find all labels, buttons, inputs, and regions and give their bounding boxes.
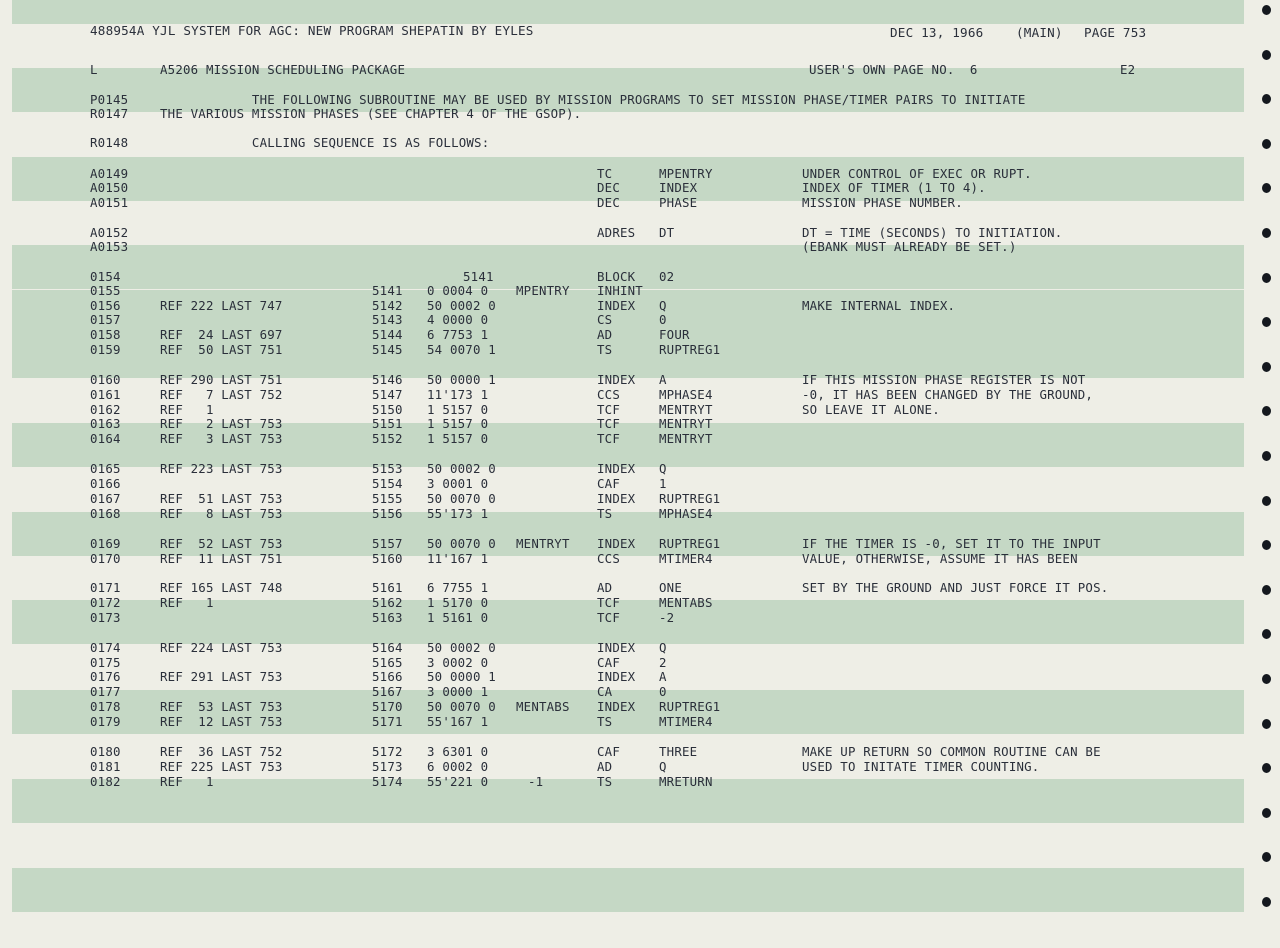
feed-hole bbox=[1262, 540, 1271, 550]
operand: RUPTREG1 bbox=[659, 536, 721, 551]
line-number: A0151 bbox=[90, 195, 129, 210]
line-number: 0165 bbox=[90, 461, 121, 476]
octal-code: 55'173 1 bbox=[427, 506, 489, 521]
ref-column: REF 1 bbox=[160, 595, 214, 610]
opcode: TCF bbox=[597, 416, 620, 431]
opcode: INDEX bbox=[597, 536, 636, 551]
comment: SET BY THE GROUND AND JUST FORCE IT POS. bbox=[802, 580, 1109, 595]
octal-code: 0 0004 0 bbox=[427, 283, 489, 298]
line-number: 0156 bbox=[90, 298, 121, 313]
green-band bbox=[12, 868, 1244, 912]
opcode: TS bbox=[597, 714, 613, 729]
feed-hole bbox=[1262, 629, 1271, 639]
octal-code: 1 5157 0 bbox=[427, 431, 489, 446]
opcode: AD bbox=[597, 759, 613, 774]
feed-hole bbox=[1262, 763, 1271, 773]
address: 5156 bbox=[372, 506, 403, 521]
opcode: ADRES bbox=[597, 225, 636, 240]
feed-hole bbox=[1262, 362, 1271, 372]
intro-line-id: P0145 bbox=[90, 92, 129, 107]
comment: SO LEAVE IT ALONE. bbox=[802, 402, 940, 417]
operand: MPHASE4 bbox=[659, 506, 713, 521]
octal-code: 3 0001 0 bbox=[427, 476, 489, 491]
opcode: CS bbox=[597, 312, 613, 327]
feed-hole bbox=[1262, 139, 1271, 149]
operand: A bbox=[659, 372, 667, 387]
octal-code: 1 5157 0 bbox=[427, 402, 489, 417]
octal-code: 11'173 1 bbox=[427, 387, 489, 402]
opcode: INHINT bbox=[597, 283, 643, 298]
line-number: 0163 bbox=[90, 416, 121, 431]
feed-hole bbox=[1262, 585, 1271, 595]
feed-hole bbox=[1262, 273, 1271, 283]
ref-column: REF 51 LAST 753 bbox=[160, 491, 283, 506]
green-band bbox=[12, 157, 1244, 201]
operand: RUPTREG1 bbox=[659, 699, 721, 714]
opcode: TCF bbox=[597, 431, 620, 446]
feed-hole bbox=[1262, 5, 1271, 15]
line-number: 0169 bbox=[90, 536, 121, 551]
address: 5160 bbox=[372, 551, 403, 566]
line-number: A0152 bbox=[90, 225, 129, 240]
address: 5155 bbox=[372, 491, 403, 506]
operand: 2 bbox=[659, 655, 667, 670]
ref-column: REF 1 bbox=[160, 774, 214, 789]
octal-code: 5141 bbox=[463, 269, 494, 284]
opcode: TCF bbox=[597, 402, 620, 417]
line-number: 0182 bbox=[90, 774, 121, 789]
opcode: AD bbox=[597, 327, 613, 342]
opcode: DEC bbox=[597, 180, 620, 195]
line-number: 0161 bbox=[90, 387, 121, 402]
line-number: 0173 bbox=[90, 610, 121, 625]
opcode: INDEX bbox=[597, 298, 636, 313]
comment: MAKE INTERNAL INDEX. bbox=[802, 298, 956, 313]
user-page-number: USER'S OWN PAGE NO. 6 bbox=[809, 62, 978, 77]
feed-hole bbox=[1262, 852, 1271, 862]
octal-code: 50 0070 0 bbox=[427, 536, 496, 551]
ref-column: REF 36 LAST 752 bbox=[160, 744, 283, 759]
octal-code: 6 0002 0 bbox=[427, 759, 489, 774]
address: 5142 bbox=[372, 298, 403, 313]
operand: THREE bbox=[659, 744, 698, 759]
line-number: 0166 bbox=[90, 476, 121, 491]
operand: 0 bbox=[659, 312, 667, 327]
calling-line-id: R0148 bbox=[90, 135, 129, 150]
comment: VALUE, OTHERWISE, ASSUME IT HAS BEEN bbox=[802, 551, 1078, 566]
opcode: CAF bbox=[597, 476, 620, 491]
address: 5141 bbox=[372, 283, 403, 298]
ref-column: REF 1 bbox=[160, 402, 214, 417]
octal-code: 3 0000 1 bbox=[427, 684, 489, 699]
operand: MPENTRY bbox=[659, 166, 713, 181]
opcode: INDEX bbox=[597, 699, 636, 714]
operand: MTIMER4 bbox=[659, 714, 713, 729]
address: 5161 bbox=[372, 580, 403, 595]
ref-column: REF 222 LAST 747 bbox=[160, 298, 283, 313]
operand: ONE bbox=[659, 580, 682, 595]
operand: PHASE bbox=[659, 195, 698, 210]
opcode: DEC bbox=[597, 195, 620, 210]
operand: INDEX bbox=[659, 180, 698, 195]
line-number: 0170 bbox=[90, 551, 121, 566]
operand: MTIMER4 bbox=[659, 551, 713, 566]
octal-code: 6 7755 1 bbox=[427, 580, 489, 595]
ref-column: REF 52 LAST 753 bbox=[160, 536, 283, 551]
operand: MENTRYT bbox=[659, 402, 713, 417]
ref-column: REF 53 LAST 753 bbox=[160, 699, 283, 714]
header-title: 488954A YJL SYSTEM FOR AGC: NEW PROGRAM SHEPATIN BY EYLES bbox=[90, 23, 534, 38]
ref-column: REF 11 LAST 751 bbox=[160, 551, 283, 566]
address: 5144 bbox=[372, 327, 403, 342]
opcode: AD bbox=[597, 580, 613, 595]
opcode: INDEX bbox=[597, 669, 636, 684]
operand: MENTRYT bbox=[659, 431, 713, 446]
comment: USED TO INITATE TIMER COUNTING. bbox=[802, 759, 1040, 774]
opcode: TCF bbox=[597, 610, 620, 625]
octal-code: 1 5161 0 bbox=[427, 610, 489, 625]
feed-hole bbox=[1262, 94, 1271, 104]
operand: 0 bbox=[659, 684, 667, 699]
line-number: A0150 bbox=[90, 180, 129, 195]
line-number: 0174 bbox=[90, 640, 121, 655]
feed-hole bbox=[1262, 406, 1271, 416]
operand: MENTABS bbox=[659, 595, 713, 610]
intro-line-text: THE VARIOUS MISSION PHASES (SEE CHAPTER 4 OF THE GSOP). bbox=[160, 106, 582, 121]
address: 5166 bbox=[372, 669, 403, 684]
operand: RUPTREG1 bbox=[659, 491, 721, 506]
feed-hole bbox=[1262, 50, 1271, 60]
operand: Q bbox=[659, 640, 667, 655]
address: 5167 bbox=[372, 684, 403, 699]
tractor-feed-holes bbox=[1244, 0, 1280, 948]
comment: DT = TIME (SECONDS) TO INITIATION. bbox=[802, 225, 1063, 240]
ref-column: REF 12 LAST 753 bbox=[160, 714, 283, 729]
symbol-label: MENTRYT bbox=[516, 536, 570, 551]
ref-column: REF 7 LAST 752 bbox=[160, 387, 283, 402]
ref-column: REF 291 LAST 753 bbox=[160, 669, 283, 684]
opcode: INDEX bbox=[597, 372, 636, 387]
address: 5154 bbox=[372, 476, 403, 491]
line-number: 0158 bbox=[90, 327, 121, 342]
octal-code: 50 0070 0 bbox=[427, 491, 496, 506]
operand: FOUR bbox=[659, 327, 690, 342]
section-title: A5206 MISSION SCHEDULING PACKAGE bbox=[160, 62, 406, 77]
line-number: 0162 bbox=[90, 402, 121, 417]
comment: IF THIS MISSION PHASE REGISTER IS NOT bbox=[802, 372, 1086, 387]
line-number: 0177 bbox=[90, 684, 121, 699]
opcode: TS bbox=[597, 506, 613, 521]
octal-code: 6 7753 1 bbox=[427, 327, 489, 342]
line-number: 0159 bbox=[90, 342, 121, 357]
operand: RUPTREG1 bbox=[659, 342, 721, 357]
line-number: 0179 bbox=[90, 714, 121, 729]
feed-hole bbox=[1262, 228, 1271, 238]
comment: -0, IT HAS BEEN CHANGED BY THE GROUND, bbox=[802, 387, 1094, 402]
ref-column: REF 224 LAST 753 bbox=[160, 640, 283, 655]
opcode: BLOCK bbox=[597, 269, 636, 284]
address: 5163 bbox=[372, 610, 403, 625]
address: 5152 bbox=[372, 431, 403, 446]
opcode: TS bbox=[597, 342, 613, 357]
operand: MPHASE4 bbox=[659, 387, 713, 402]
octal-code: 3 6301 0 bbox=[427, 744, 489, 759]
octal-code: 11'167 1 bbox=[427, 551, 489, 566]
line-number: 0167 bbox=[90, 491, 121, 506]
octal-code: 50 0002 0 bbox=[427, 461, 496, 476]
operand: -2 bbox=[659, 610, 675, 625]
address: 5147 bbox=[372, 387, 403, 402]
octal-code: 55'167 1 bbox=[427, 714, 489, 729]
line-number: 0164 bbox=[90, 431, 121, 446]
header-main: (MAIN) bbox=[1016, 25, 1063, 40]
line-number: 0181 bbox=[90, 759, 121, 774]
opcode: CAF bbox=[597, 655, 620, 670]
address: 5146 bbox=[372, 372, 403, 387]
opcode: TC bbox=[597, 166, 613, 181]
operand: DT bbox=[659, 225, 675, 240]
ref-column: REF 50 LAST 751 bbox=[160, 342, 283, 357]
line-number: 0160 bbox=[90, 372, 121, 387]
octal-code: 50 0000 1 bbox=[427, 372, 496, 387]
symbol-label: MENTABS bbox=[516, 699, 570, 714]
address: 5174 bbox=[372, 774, 403, 789]
ref-column: REF 3 LAST 753 bbox=[160, 431, 283, 446]
ref-column: REF 165 LAST 748 bbox=[160, 580, 283, 595]
operand: Q bbox=[659, 298, 667, 313]
ref-column: REF 8 LAST 753 bbox=[160, 506, 283, 521]
line-number: A0149 bbox=[90, 166, 129, 181]
operand: Q bbox=[659, 759, 667, 774]
opcode: CAF bbox=[597, 744, 620, 759]
feed-hole bbox=[1262, 317, 1271, 327]
line-number: 0157 bbox=[90, 312, 121, 327]
ref-column: REF 2 LAST 753 bbox=[160, 416, 283, 431]
section-marker: L bbox=[90, 62, 98, 77]
operand: 02 bbox=[659, 269, 675, 284]
line-number: 0178 bbox=[90, 699, 121, 714]
line-number: 0180 bbox=[90, 744, 121, 759]
octal-code: 1 5170 0 bbox=[427, 595, 489, 610]
address: 5143 bbox=[372, 312, 403, 327]
calling-line-text: CALLING SEQUENCE IS AS FOLLOWS: bbox=[160, 135, 490, 150]
feed-hole bbox=[1262, 808, 1271, 818]
comment: (EBANK MUST ALREADY BE SET.) bbox=[802, 239, 1017, 254]
octal-code: 50 0070 0 bbox=[427, 699, 496, 714]
comment: MISSION PHASE NUMBER. bbox=[802, 195, 963, 210]
line-number: 0176 bbox=[90, 669, 121, 684]
green-band bbox=[12, 0, 1244, 24]
intro-line-text: THE FOLLOWING SUBROUTINE MAY BE USED BY MISSION PROGRAMS TO SET MISSION PHASE/TIMER PAIRS TO INITIATE bbox=[160, 92, 1026, 107]
symbol-label: MPENTRY bbox=[516, 283, 570, 298]
line-number: 0172 bbox=[90, 595, 121, 610]
opcode: INDEX bbox=[597, 491, 636, 506]
address: 5164 bbox=[372, 640, 403, 655]
ref-column: REF 24 LAST 697 bbox=[160, 327, 283, 342]
ref-column: REF 290 LAST 751 bbox=[160, 372, 283, 387]
section-code: E2 bbox=[1120, 62, 1136, 77]
feed-hole bbox=[1262, 451, 1271, 461]
symbol-label: -1 bbox=[528, 774, 544, 789]
octal-code: 50 0000 1 bbox=[427, 669, 496, 684]
address: 5165 bbox=[372, 655, 403, 670]
address: 5157 bbox=[372, 536, 403, 551]
line-number: A0153 bbox=[90, 239, 129, 254]
line-number: 0155 bbox=[90, 283, 121, 298]
address: 5171 bbox=[372, 714, 403, 729]
feed-hole bbox=[1262, 674, 1271, 684]
comment: IF THE TIMER IS -0, SET IT TO THE INPUT bbox=[802, 536, 1101, 551]
opcode: CCS bbox=[597, 387, 620, 402]
address: 5153 bbox=[372, 461, 403, 476]
line-number: 0168 bbox=[90, 506, 121, 521]
comment: INDEX OF TIMER (1 TO 4). bbox=[802, 180, 986, 195]
octal-code: 1 5157 0 bbox=[427, 416, 489, 431]
line-number: 0154 bbox=[90, 269, 121, 284]
header-page: PAGE 753 bbox=[1084, 25, 1147, 40]
line-number: 0175 bbox=[90, 655, 121, 670]
opcode: TCF bbox=[597, 595, 620, 610]
feed-hole bbox=[1262, 719, 1271, 729]
operand: MENTRYT bbox=[659, 416, 713, 431]
address: 5151 bbox=[372, 416, 403, 431]
octal-code: 4 0000 0 bbox=[427, 312, 489, 327]
octal-code: 50 0002 0 bbox=[427, 640, 496, 655]
header-date: DEC 13, 1966 bbox=[890, 25, 984, 40]
octal-code: 55'221 0 bbox=[427, 774, 489, 789]
opcode: TS bbox=[597, 774, 613, 789]
address: 5150 bbox=[372, 402, 403, 417]
octal-code: 54 0070 1 bbox=[427, 342, 496, 357]
feed-hole bbox=[1262, 183, 1271, 193]
address: 5170 bbox=[372, 699, 403, 714]
address: 5172 bbox=[372, 744, 403, 759]
line-number: 0171 bbox=[90, 580, 121, 595]
operand: Q bbox=[659, 461, 667, 476]
comment: UNDER CONTROL OF EXEC OR RUPT. bbox=[802, 166, 1032, 181]
operand: 1 bbox=[659, 476, 667, 491]
address: 5145 bbox=[372, 342, 403, 357]
opcode: INDEX bbox=[597, 640, 636, 655]
opcode: INDEX bbox=[597, 461, 636, 476]
ref-column: REF 225 LAST 753 bbox=[160, 759, 283, 774]
opcode: CA bbox=[597, 684, 613, 699]
feed-hole bbox=[1262, 897, 1271, 907]
opcode: CCS bbox=[597, 551, 620, 566]
octal-code: 3 0002 0 bbox=[427, 655, 489, 670]
ref-column: REF 223 LAST 753 bbox=[160, 461, 283, 476]
address: 5162 bbox=[372, 595, 403, 610]
operand: MRETURN bbox=[659, 774, 713, 789]
address: 5173 bbox=[372, 759, 403, 774]
intro-line-id: R0147 bbox=[90, 106, 129, 121]
octal-code: 50 0002 0 bbox=[427, 298, 496, 313]
comment: MAKE UP RETURN SO COMMON ROUTINE CAN BE bbox=[802, 744, 1101, 759]
operand: A bbox=[659, 669, 667, 684]
feed-hole bbox=[1262, 496, 1271, 506]
